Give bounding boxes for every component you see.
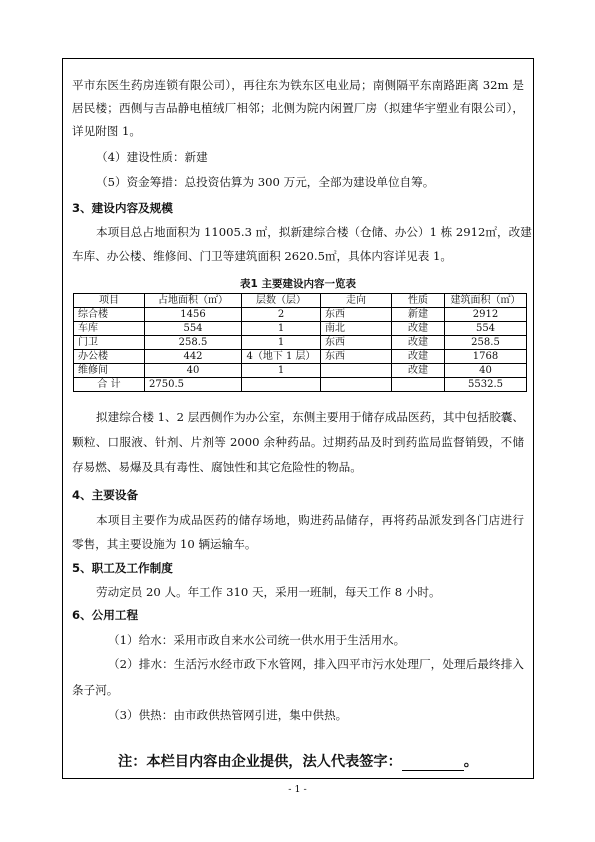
table-header: 层数（层） <box>242 294 321 308</box>
paragraph-line: 零售，其主要设施为 10 辆运输车。 <box>72 537 257 551</box>
utility-drainage: （2）排水：生活污水经市政下水管网，排入四平市污水处理厂，处理后最终排入 <box>108 657 524 671</box>
table-cell <box>321 378 392 392</box>
paragraph-line: 本项目主要作为成品医药的储存场地，购进药品储存，再将药品派发到各门店进行 <box>96 513 524 527</box>
table-row <box>74 350 527 364</box>
table-cell: 1 <box>242 322 321 336</box>
table-cell: 40 <box>145 364 242 378</box>
table-cell <box>321 364 392 378</box>
construction-nature: （4）建设性质：新建 <box>96 150 208 164</box>
paragraph-line: 车库、办公楼、维修间、门卫等建筑面积 2620.5㎡，具体内容详见表 1。 <box>72 249 452 263</box>
table-cell: 东西 <box>321 336 392 350</box>
table-cell: 554 <box>445 322 527 336</box>
paragraph-line: 居民楼；西侧与吉品静电植绒厂相邻；北侧为院内闲置厂房（拟建华宇塑业有限公司）， <box>72 101 524 115</box>
table-cell: 40 <box>445 364 527 378</box>
table-cell: 改建 <box>392 322 445 336</box>
table-caption: 表1 主要建设内容一览表 <box>240 278 356 290</box>
table-cell: 改建 <box>392 350 445 364</box>
table-total-row <box>74 378 527 392</box>
paragraph-line: 条子河。 <box>72 683 119 697</box>
construction-table <box>73 293 527 392</box>
table-cell: 258.5 <box>445 336 527 350</box>
note-end: 。 <box>463 754 478 770</box>
page-number: - 1 - <box>288 784 307 795</box>
table-cell: 1456 <box>145 308 242 322</box>
table-cell: 5532.5 <box>445 378 527 392</box>
paragraph-line: 本项目总占地面积为 11005.3 ㎡，拟新建综合楼（仓储、办公）1 栋 2912㎡，改建 <box>96 225 532 239</box>
table-cell: 554 <box>145 322 242 336</box>
table-cell: 2 <box>242 308 321 322</box>
paragraph-line: 存易燃、易爆及具有毒性、腐蚀性和其它危险性的物品。 <box>72 460 362 474</box>
table-row <box>74 322 527 336</box>
table-header: 建筑面积（㎡） <box>445 294 527 308</box>
note-text: 注：本栏目内容由企业提供，法人代表签字： <box>118 754 402 770</box>
table-cell: 2750.5 <box>145 378 242 392</box>
utility-heating: （3）供热：由市政供热管网引进，集中供热。 <box>108 708 348 722</box>
table-cell: 车库 <box>74 322 145 336</box>
table-cell: 改建 <box>392 336 445 350</box>
table-header-row <box>74 294 527 308</box>
section-heading-6: 6、公用工程 <box>72 608 139 622</box>
table-cell: 改建 <box>392 364 445 378</box>
table-cell: 442 <box>145 350 242 364</box>
table-cell: 258.5 <box>145 336 242 350</box>
paragraph-line: 颗粒、口服液、针剂、片剂等 2000 余种药品。过期药品及时到药监局监督销毁，不储 <box>72 435 524 449</box>
table-cell: 新建 <box>392 308 445 322</box>
table-cell: 东西 <box>321 308 392 322</box>
section-heading-4: 4、主要设备 <box>72 488 139 502</box>
table-row <box>74 308 527 322</box>
table-header: 项目 <box>74 294 145 308</box>
table-cell: 2912 <box>445 308 527 322</box>
paragraph-line: 平市东医生药房连锁有限公司），再往东为铁东区电业局；南侧隔平东南路距离 32m 是 <box>72 78 524 92</box>
fund-raising: （5）资金筹措：总投资估算为 300 万元，全部为建设单位自筹。 <box>96 175 435 189</box>
table-cell: 东西 <box>321 350 392 364</box>
section-heading-5: 5、职工及工作制度 <box>72 561 173 575</box>
table-header: 走向 <box>321 294 392 308</box>
table-cell: 1 <box>242 336 321 350</box>
paragraph-line: 拟建综合楼 1、2 层西侧作为办公室，东侧主要用于储存成品医药，其中包括胶囊、 <box>96 410 524 424</box>
table-cell: 合 计 <box>74 378 145 392</box>
table-row <box>74 336 527 350</box>
section-heading-3: 3、建设内容及规模 <box>72 201 173 215</box>
signature-line[interactable] <box>402 756 464 771</box>
utility-water-supply: （1）给水：采用市政自来水公司统一供水用于生活用水。 <box>108 633 406 647</box>
table-cell <box>242 378 321 392</box>
table-cell: 维修间 <box>74 364 145 378</box>
table-header: 性质 <box>392 294 445 308</box>
table-cell: 综合楼 <box>74 308 145 322</box>
table-cell <box>392 378 445 392</box>
paragraph-line: 劳动定员 20 人。年工作 310 天，采用一班制，每天工作 8 小时。 <box>96 585 441 599</box>
signature-note <box>62 751 534 771</box>
table-header: 占地面积（㎡） <box>145 294 242 308</box>
table-cell: 1768 <box>445 350 527 364</box>
table-cell: 1 <box>242 364 321 378</box>
table-cell: 门卫 <box>74 336 145 350</box>
table-cell: 南北 <box>321 322 392 336</box>
paragraph-line: 详见附图 1。 <box>72 124 142 138</box>
table-cell: 4（地下 1 层） <box>242 350 321 364</box>
table-row <box>74 364 527 378</box>
table-cell: 办公楼 <box>74 350 145 364</box>
